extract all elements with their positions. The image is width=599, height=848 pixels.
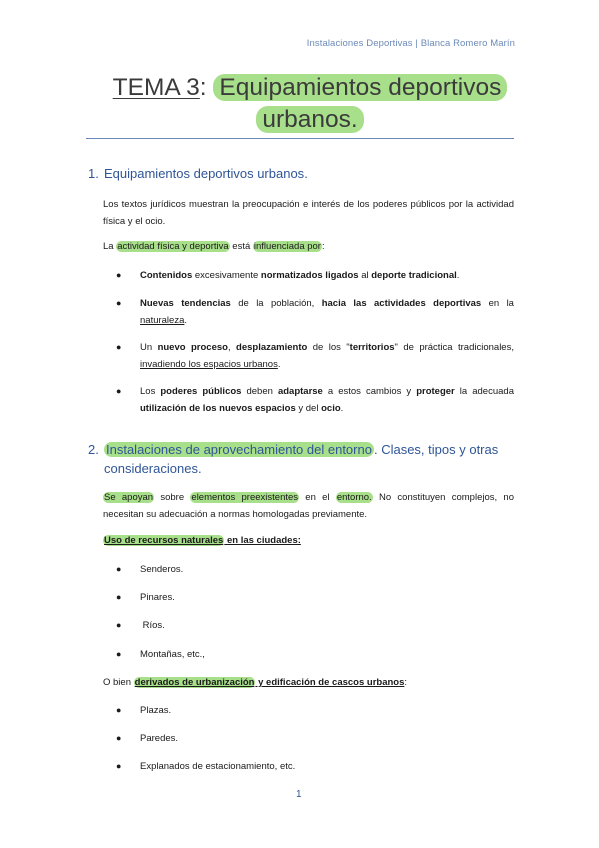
bullet-icon: ● — [116, 733, 122, 743]
title-line-1 — [60, 72, 560, 104]
bullet-3-p3: , — [227, 342, 237, 353]
bullet-icon: ● — [116, 298, 122, 308]
bullet-1-p6: . — [456, 270, 460, 281]
bullet-1-p3: normatizados ligados — [260, 270, 359, 281]
section-2-title-rest: . Clases, tipos y otras — [373, 442, 499, 457]
bullet-3-p9: . — [277, 359, 281, 370]
title-prefix: TEMA 3 — [112, 74, 200, 101]
running-header: Instalaciones Deportivas | Blanca Romero Marín — [306, 38, 515, 49]
bullet-4-p6: proteger — [416, 386, 455, 397]
bullet-icon: ● — [116, 386, 122, 396]
title-line-2 — [60, 104, 560, 136]
section-1-number: 1. — [88, 166, 99, 181]
natural-resources-lead — [103, 532, 514, 549]
title-separator: : — [199, 74, 214, 101]
lead-text-e: : — [321, 241, 325, 252]
title-highlight-1: Equipamientos deportivos — [213, 74, 507, 101]
lead-text-a: La — [103, 241, 117, 252]
urban-item-3: Explanados de estacionamiento, etc. — [140, 761, 296, 772]
natural-item-1: Senderos. — [140, 564, 184, 575]
list-item — [116, 267, 514, 284]
bullet-1-p1: Contenidos — [140, 270, 193, 281]
list-item — [116, 758, 514, 775]
bullet-icon: ● — [116, 761, 122, 771]
bullet-2-p5: naturaleza — [140, 315, 185, 326]
bullet-2-p2: de la población, — [230, 298, 322, 309]
section-2-heading — [88, 440, 508, 478]
section-1-title-tail: . — [304, 166, 308, 181]
section-1-intro: Los textos jurídicos muestran la preocupación e interés de los poderes públicos por la actividad física y el ocio. — [103, 199, 514, 227]
bullet-icon: ● — [116, 705, 122, 715]
bullet-icon: ● — [116, 270, 122, 280]
bullet-3-p4: desplazamiento — [236, 342, 308, 353]
section-2-number: 2. — [88, 442, 99, 457]
urban-lead-a: O bien — [103, 677, 134, 688]
bullet-3-p7: " de práctica tradicionales, — [394, 342, 514, 353]
natural-item-4: Montañas, etc., — [140, 649, 205, 660]
bullet-1-p2: excesivamente — [192, 270, 261, 281]
urban-item-2: Paredes. — [140, 733, 179, 744]
bullet-1-p5: deporte tradicional — [371, 270, 457, 281]
urban-lead — [103, 674, 514, 691]
intro-text-b: sobre — [154, 492, 191, 503]
title-divider — [86, 138, 514, 139]
section-1-lead — [103, 238, 514, 255]
bullet-4-p5: a estos cambios y — [322, 386, 417, 397]
bullet-2-p6: . — [184, 315, 188, 326]
bullet-4-p8: utilización de los nuevos espacios — [140, 403, 296, 414]
section-1-title: Equipamientos deportivos urbanos — [104, 166, 305, 181]
lead-highlight-1: actividad física y deportiva — [117, 241, 229, 252]
bullet-icon: ● — [116, 649, 122, 659]
bullet-3-p2: nuevo proceso — [157, 342, 228, 353]
intro-text-f: No constituyen complejos, no necesitan su adecuación a normas homologadas previamente. — [103, 492, 514, 520]
bullet-3-p6: territorios — [349, 342, 395, 353]
bullet-1-p4: al — [358, 270, 372, 281]
bullet-2-p4: en la — [481, 298, 514, 309]
bullet-3-p1: Un — [140, 342, 158, 353]
section-2-title-highlight: Instalaciones de aprovechamiento del entorno — [106, 442, 372, 457]
bullet-icon: ● — [116, 564, 122, 574]
lead-text-c: está — [229, 241, 253, 252]
bullet-icon: ● — [116, 592, 122, 602]
natural-item-3: Ríos. — [140, 620, 165, 631]
bullet-4-p7: la adecuada — [454, 386, 514, 397]
bullet-4-p11: . — [340, 403, 344, 414]
list-item — [116, 589, 514, 606]
bullet-icon: ● — [116, 620, 122, 630]
urban-lead-d: : — [404, 677, 408, 688]
intro-highlight-3: entorno. — [336, 492, 372, 503]
bullet-4-p10: ocio — [321, 403, 341, 414]
list-item — [116, 383, 514, 417]
list-item — [116, 339, 514, 373]
page-title — [60, 72, 560, 136]
list-item — [116, 561, 514, 578]
bullet-4-p3: deben — [241, 386, 278, 397]
intro-highlight-2: elementos preexistentes — [191, 492, 299, 503]
list-item — [116, 646, 514, 663]
lead-highlight-2: influenciada por — [253, 241, 321, 252]
natural-resources-highlight: Uso de recursos naturales — [104, 535, 224, 546]
natural-resources-rest: en las ciudades: — [224, 535, 301, 546]
bullet-3-p5: de los " — [307, 342, 350, 353]
bullet-3-p8: invadiendo los espacios urbanos — [140, 359, 278, 370]
page-number: 1 — [296, 789, 302, 800]
bullet-icon: ● — [116, 342, 122, 352]
bullet-2-p3: hacia las actividades deportivas — [321, 298, 482, 309]
urban-lead-c: y edificación de cascos urbanos — [255, 677, 405, 688]
urban-item-1: Plazas. — [140, 705, 172, 716]
natural-item-2: Pinares. — [140, 592, 175, 603]
list-item — [116, 730, 514, 747]
bullet-4-p2: poderes públicos — [160, 386, 242, 397]
section-2-intro — [103, 489, 514, 523]
intro-text-d: en el — [299, 492, 336, 503]
bullet-2-p1: Nuevas tendencias — [140, 298, 231, 309]
section-2-title-line2: consideraciones. — [104, 461, 202, 476]
intro-highlight-1: Se apoyan — [104, 492, 154, 503]
section-1-heading — [88, 164, 308, 183]
list-item — [116, 295, 514, 329]
list-item — [116, 617, 514, 634]
bullet-4-p4: adaptarse — [277, 386, 323, 397]
urban-lead-highlight: derivados de urbanización — [134, 677, 255, 688]
bullet-4-p1: Los — [140, 386, 161, 397]
list-item — [116, 702, 514, 719]
bullet-4-p9: y del — [295, 403, 322, 414]
title-highlight-2: urbanos. — [256, 106, 363, 133]
